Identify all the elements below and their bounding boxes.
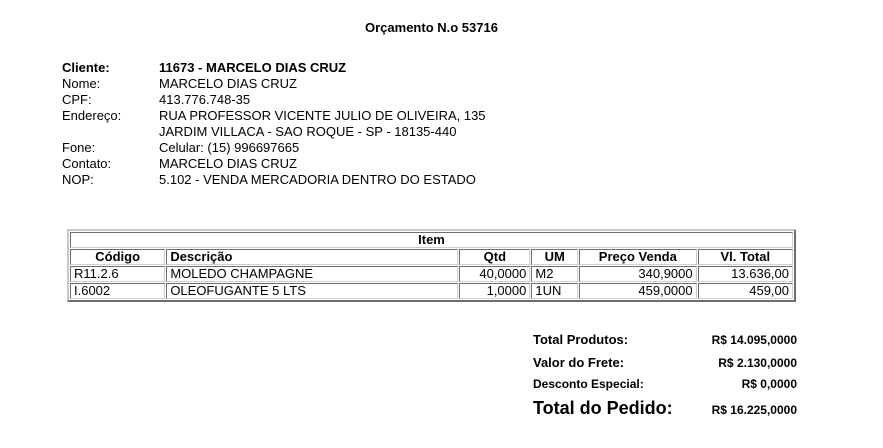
header-um: UM [531,249,578,265]
cell-descricao: MOLEDO CHAMPAGNE [166,266,458,282]
address-label: Endereço: [62,108,122,123]
cell-qtd: 40,0000 [459,266,530,282]
cell-preco-venda: 340,9000 [579,266,697,282]
cell-codigo: R11.2.6 [70,266,165,282]
cell-qtd: 1,0000 [459,283,530,299]
total-produtos-row [533,332,797,355]
phone-label: Fone: [62,140,96,155]
cell-um: 1UN [531,283,578,299]
cpf-label: CPF: [62,92,92,107]
address-row-2 [62,124,486,140]
nop-value: 5.102 - VENDA MERCADORIA DENTRO DO ESTADO [159,172,476,187]
cell-um: M2 [531,266,578,282]
address-value: RUA PROFESSOR VICENTE JULIO DE OLIVEIRA, 135 [159,108,486,123]
cell-preco-venda: 459,0000 [579,283,697,299]
cell-vl-total: 13.636,00 [698,266,793,282]
header-vl-total: Vl. Total [698,249,793,265]
desconto-value: R$ 0,0000 [741,377,797,391]
nop-row [62,172,486,188]
client-info [62,60,486,188]
cpf-row [62,92,486,108]
header-codigo: Código [70,249,165,265]
client-row [62,60,486,76]
address-value-2: JARDIM VILLACA - SAO ROQUE - SP - 18135-440 [159,124,457,139]
client-label: Cliente: [62,60,110,75]
cpf-value: 413.776.748-35 [159,92,251,107]
total-pedido-label: Total do Pedido: [533,398,673,418]
valor-frete-row [533,355,797,377]
desconto-row [533,377,797,398]
table-header-row [70,249,793,265]
client-value: 11673 - MARCELO DIAS CRUZ [159,60,347,75]
table-title-row [70,232,793,248]
items-table [67,229,796,302]
table-row [70,266,793,282]
address-label-2 [62,124,159,140]
contact-value: MARCELO DIAS CRUZ [159,156,297,171]
totals-section [533,332,797,419]
header-qtd: Qtd [459,249,530,265]
phone-row [62,140,486,156]
name-label: Nome: [62,76,101,91]
cell-codigo: I.6002 [70,283,165,299]
address-row [62,108,486,124]
cell-vl-total: 459,00 [698,283,793,299]
name-value: MARCELO DIAS CRUZ [159,76,297,91]
table-row [70,283,793,299]
phone-value: Celular: (15) 996697665 [159,140,300,155]
name-row [62,76,486,92]
contact-label: Contato: [62,156,112,171]
total-produtos-label: Total Produtos: [533,332,629,347]
header-descricao: Descrição [166,249,458,265]
total-pedido-row [533,398,797,419]
table-title: Item [70,232,793,248]
total-produtos-value: R$ 14.095,0000 [711,333,797,347]
page-title: Orçamento N.o 53716 [365,20,498,35]
header-preco-venda: Preço Venda [579,249,697,265]
desconto-label: Desconto Especial: [533,377,644,391]
valor-frete-value: R$ 2.130,0000 [718,356,797,370]
cell-descricao: OLEOFUGANTE 5 LTS [166,283,458,299]
nop-label: NOP: [62,172,94,187]
valor-frete-label: Valor do Frete: [533,355,625,370]
total-pedido-value: R$ 16.225,0000 [711,403,797,417]
contact-row [62,156,486,172]
